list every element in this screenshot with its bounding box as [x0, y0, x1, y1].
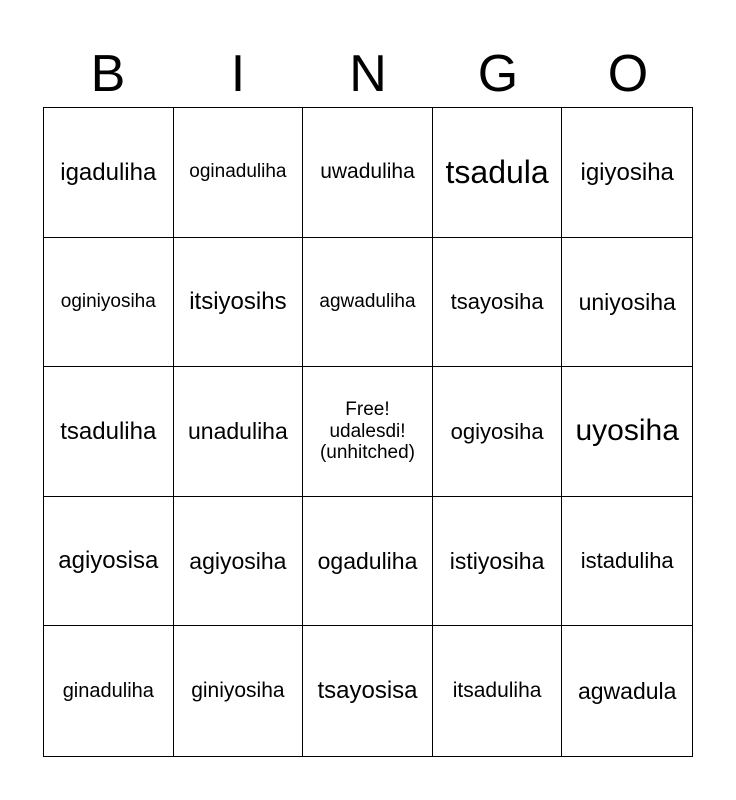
bingo-cell-label: istaduliha	[580, 548, 674, 574]
bingo-cell-label: itsaduliha	[452, 679, 542, 703]
bingo-cell-i3[interactable]	[174, 367, 304, 497]
bingo-cell-n2[interactable]	[303, 238, 433, 368]
bingo-cell-label: agiyosisa	[58, 547, 159, 575]
bingo-header	[43, 40, 693, 108]
bingo-cell-o2[interactable]	[562, 238, 692, 368]
bingo-cell-b1[interactable]	[44, 108, 174, 238]
header-letter-n: N	[349, 45, 387, 103]
bingo-cell-label: uwaduliha	[320, 160, 415, 184]
bingo-cell-n5[interactable]	[303, 626, 433, 756]
bingo-cell-b4[interactable]	[44, 497, 174, 627]
bingo-cell-label: oginaduliha	[189, 161, 287, 183]
bingo-cell-n4[interactable]	[303, 497, 433, 627]
bingo-cell-i5[interactable]	[174, 626, 304, 756]
bingo-cell-i2[interactable]	[174, 238, 304, 368]
bingo-cell-free-space[interactable]	[303, 367, 433, 497]
header-letter-b: B	[90, 45, 126, 103]
bingo-cell-label: tsadula	[445, 153, 549, 190]
bingo-cell-label: ogaduliha	[317, 547, 418, 574]
bingo-cell-label: ogiyosiha	[450, 418, 544, 444]
bingo-cell-i1[interactable]	[174, 108, 304, 238]
bingo-cell-label: tsaduliha	[60, 417, 157, 445]
bingo-board	[43, 107, 693, 757]
bingo-cell-label: agwaduliha	[319, 290, 416, 312]
bingo-cell-label: uniyosiha	[578, 288, 676, 315]
bingo-cell-b5[interactable]	[44, 626, 174, 756]
bingo-cell-label: igaduliha	[60, 158, 157, 186]
bingo-cell-o5[interactable]	[562, 626, 692, 756]
bingo-cell-g5[interactable]	[433, 626, 563, 756]
bingo-cell-label: unaduliha	[188, 418, 288, 445]
bingo-cell-label: oginiyosiha	[60, 290, 156, 312]
bingo-cell-label: Free! udalesdi! (unhitched)	[319, 398, 416, 464]
bingo-cell-i4[interactable]	[174, 497, 304, 627]
bingo-cell-label: agiyosiha	[189, 547, 287, 574]
bingo-cell-label: giniyosiha	[191, 679, 285, 703]
bingo-cell-n1[interactable]	[303, 108, 433, 238]
bingo-cell-g1[interactable]	[433, 108, 563, 238]
bingo-cell-o3[interactable]	[562, 367, 692, 497]
bingo-cell-b3[interactable]	[44, 367, 174, 497]
bingo-cell-label: itsiyosihs	[189, 288, 287, 316]
bingo-cell-label: igiyosiha	[580, 158, 674, 186]
bingo-cell-o4[interactable]	[562, 497, 692, 627]
bingo-cell-b2[interactable]	[44, 238, 174, 368]
header-letter-g: G	[477, 45, 519, 103]
header-letter-i: I	[230, 45, 246, 103]
bingo-cell-o1[interactable]	[562, 108, 692, 238]
bingo-cell-label: tsayosisa	[317, 677, 418, 705]
bingo-cell-g3[interactable]	[433, 367, 563, 497]
bingo-cell-label: uyosiha	[575, 414, 679, 448]
header-letter-o: O	[607, 45, 649, 103]
bingo-cell-g4[interactable]	[433, 497, 563, 627]
bingo-cell-g2[interactable]	[433, 238, 563, 368]
bingo-cell-label: agwadula	[577, 677, 677, 704]
bingo-cell-label: tsayosiha	[450, 289, 544, 315]
bingo-cell-label: istiyosiha	[449, 547, 545, 574]
bingo-cell-label: ginaduliha	[62, 679, 154, 702]
